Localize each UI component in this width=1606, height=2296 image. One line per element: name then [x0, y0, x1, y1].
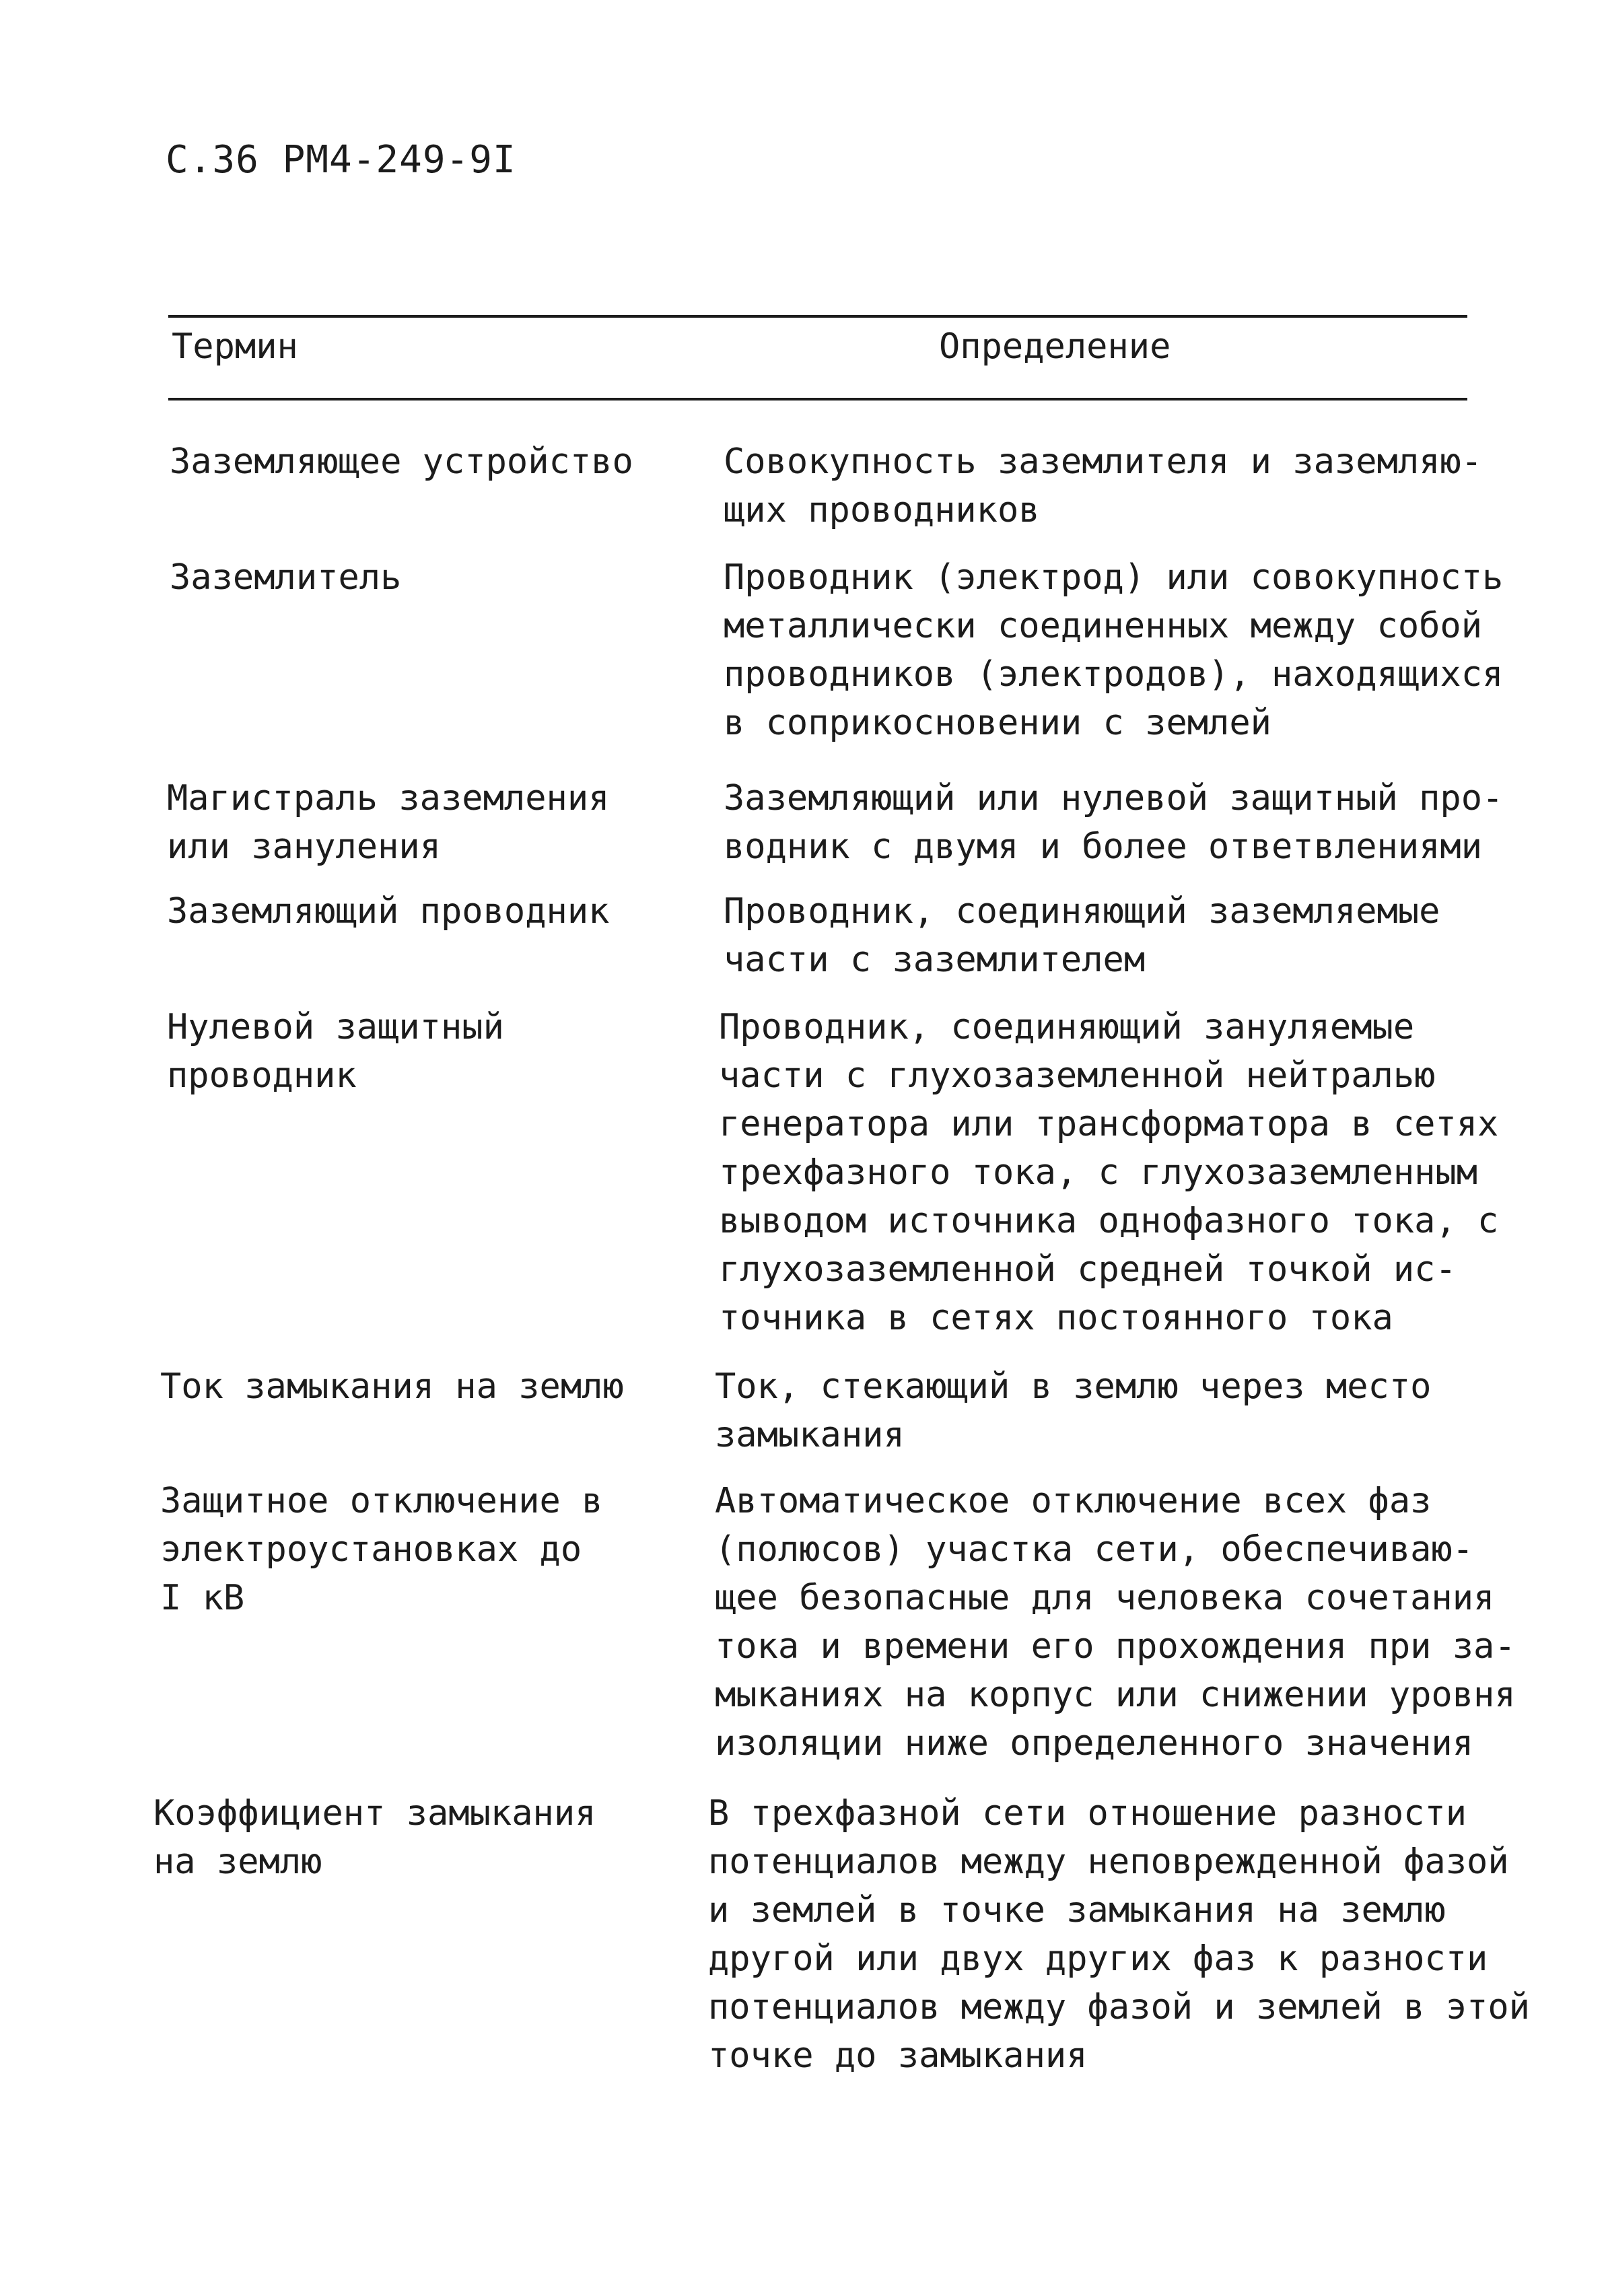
definition-line: металлически соединенных между собой [724, 606, 1483, 646]
definition-line: тока и времени его прохождения при за- [715, 1626, 1516, 1667]
definition-line: части с глухозаземленной нейтралью [719, 1055, 1436, 1096]
definition-cell [708, 1789, 1530, 2080]
definition-line: другой или двух других фаз к разности [708, 1939, 1488, 1979]
term-line: Заземляющее устройство [170, 442, 633, 482]
definition-cell [724, 774, 1518, 871]
definition-line: В трехфазной сети отношение разности [708, 1793, 1467, 1834]
definition-line: глухозаземленной средней точкой ис- [719, 1249, 1457, 1290]
definition-line: потенциалов между фазой и землей в этой [708, 1987, 1530, 2027]
definition-line: Заземляющий или нулевой защитный про- [724, 778, 1504, 819]
term-cell [170, 553, 775, 602]
definition-line: выводом источника однофазного тока, с [719, 1201, 1499, 1241]
term-cell [160, 1362, 766, 1411]
term-line: Нулевой защитный [167, 1007, 504, 1047]
definition-cell [724, 553, 1518, 747]
definition-line: и землей в точке замыкания на землю [708, 1890, 1446, 1930]
definition-line: Ток, стекающий в землю через место [715, 1366, 1432, 1407]
definition-line: щее безопасные для человека сочетания [715, 1578, 1495, 1618]
definition-line: Проводник (электрод) или совокупность [724, 557, 1504, 598]
term-cell [167, 774, 773, 871]
definition-line: щих проводников [724, 490, 1040, 530]
definition-line: Совокупность заземлителя и заземляю- [724, 442, 1483, 482]
definition-line: генератора или трансформатора в сетях [719, 1104, 1499, 1144]
term-line: электроустановках до [160, 1529, 582, 1570]
page-header: С.36 РМ4-249-9I [166, 138, 516, 182]
term-line: Заземлитель [170, 557, 402, 598]
term-cell [153, 1789, 759, 1886]
definition-cell [724, 438, 1518, 534]
definition-line: потенциалов между неповрежденной фазой [708, 1842, 1509, 1882]
definition-line: замыкания [715, 1415, 905, 1455]
definition-line: Автоматическое отключение всех фаз [715, 1481, 1432, 1521]
term-line: I кВ [160, 1578, 245, 1618]
term-line: или зануления [167, 827, 441, 867]
table-top-rule [168, 315, 1467, 318]
term-cell [167, 887, 773, 936]
term-cell [160, 1477, 766, 1622]
term-line: Коэффициент замыкания [153, 1793, 596, 1834]
term-line: Магистраль заземления [167, 778, 610, 819]
definition-line: части с заземлителем [724, 940, 1146, 980]
definition-line: точника в сетях постоянного тока [719, 1298, 1393, 1338]
definition-line: точке до замыкания [708, 2036, 1088, 2076]
definition-cell [715, 1362, 1509, 1459]
column-header-term: Термин [172, 326, 298, 367]
definition-cell [715, 1477, 1516, 1768]
definition-cell [719, 1003, 1513, 1342]
definition-line: (полюсов) участка сети, обеспечиваю- [715, 1529, 1474, 1570]
column-header-definition: Определение [939, 326, 1171, 367]
term-line: на землю [153, 1842, 322, 1882]
definition-line: в соприкосновении с землей [724, 703, 1271, 743]
term-line: Защитное отключение в [160, 1481, 603, 1521]
term-line: проводник [167, 1055, 357, 1096]
definition-line: водник с двумя и более ответвлениями [724, 827, 1483, 867]
term-cell [170, 438, 775, 486]
definition-cell [724, 887, 1518, 984]
definition-line: Проводник, соединяющий заземляемые [724, 891, 1440, 932]
definition-line: проводников (электродов), находящихся [724, 654, 1504, 695]
definition-line: мыканиях на корпус или снижении уровня [715, 1675, 1516, 1715]
definition-line: трехфазного тока, с глухозаземленным [719, 1152, 1478, 1193]
definition-line: изоляции ниже определенного значения [715, 1723, 1474, 1764]
term-line: Ток замыкания на землю [160, 1366, 624, 1407]
term-cell [167, 1003, 773, 1100]
definition-line: Проводник, соединяющий зануляемые [719, 1007, 1415, 1047]
term-line: Заземляющий проводник [167, 891, 610, 932]
table-header-rule [168, 398, 1467, 401]
